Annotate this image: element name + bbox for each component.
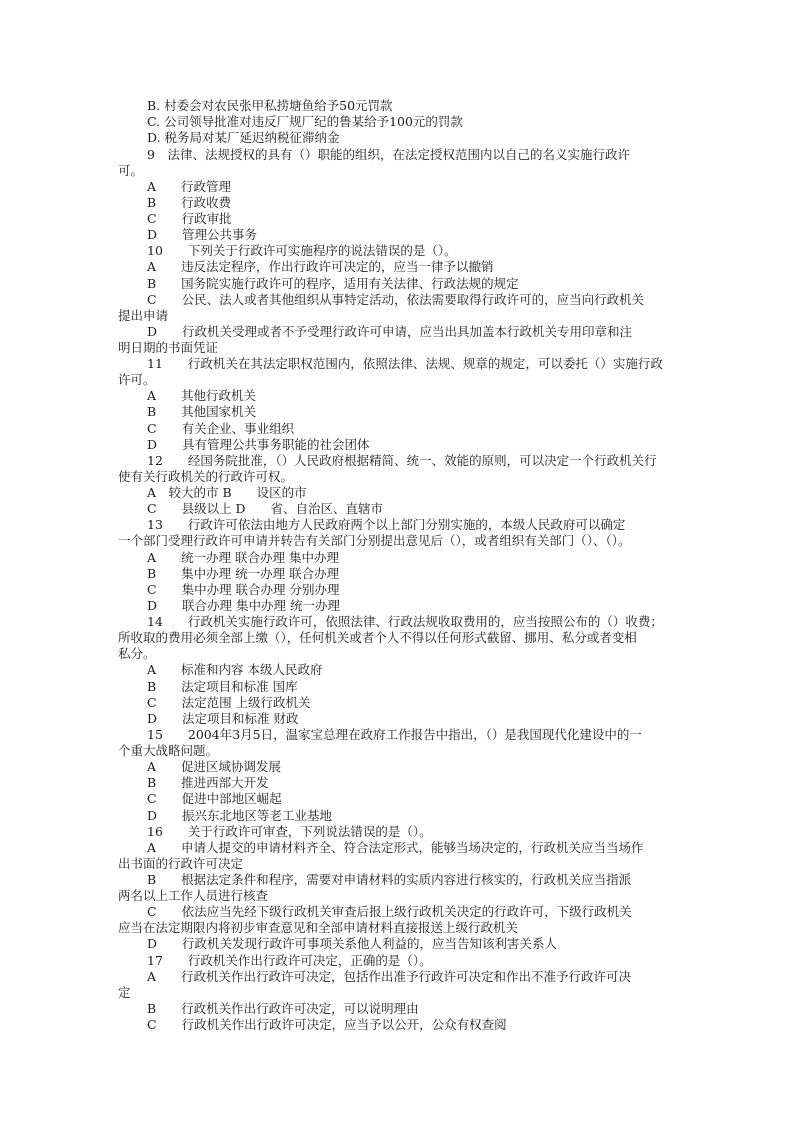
text-line: A 行政机关作出行政许可决定，包括作出准予行政许可决定和作出不准予行政许可决 — [147, 969, 632, 984]
text-line: B 根据法定条件和程序，需要对申请材料的实质内容进行核实的，行政机关应当指派 — [147, 872, 632, 887]
text-line: 13 行政许可依法由地方人民政府两个以上部门分别实施的，本级人民政府可以确定 — [147, 517, 626, 532]
text-line: A 促进区域协调发展 — [147, 759, 282, 774]
text-line: B 行政机关作出行政许可决定，可以说明理由 — [147, 1001, 419, 1016]
text-line: A 较大的市 B 设区的市 — [147, 485, 307, 500]
text-line: C 法定范围 上级行政机关 — [147, 695, 311, 710]
text-line: B. 村委会对农民张甲私捞塘鱼给予50元罚款 — [147, 98, 393, 113]
text-line: 个重大战略问题。 — [118, 743, 219, 758]
text-line: A 其他行政机关 — [147, 388, 257, 403]
text-line: 明日期的书面凭证 — [118, 340, 219, 355]
text-line: A 申请人提交的申请材料齐全、符合法定形式，能够当场决定的，行政机关应当当场作 — [147, 840, 644, 855]
text-line: 私分。 — [118, 646, 156, 661]
text-line: D 具有管理公共事务职能的社会团体 — [147, 437, 370, 452]
text-line: C 促进中部地区崛起 — [147, 791, 282, 806]
text-line: B 行政收费 — [147, 195, 232, 210]
text-line: 定 — [118, 985, 131, 1000]
text-line: D 行政机关受理或者不予受理行政许可申请，应当出具加盖本行政机关专用印章和注 — [147, 324, 633, 339]
text-line: B 国务院实施行政许可的程序，适用有关法律、行政法规的规定 — [147, 276, 519, 291]
text-line: D 振兴东北地区等老工业基地 — [147, 808, 333, 823]
text-line: 出书面的行政许可决定 — [118, 856, 244, 871]
text-line: C 公民、法人或者其他组织从事特定活动，依法需要取得行政许可的，应当向行政机关 — [147, 292, 645, 307]
text-line: D 法定项目和标准 财政 — [147, 711, 299, 726]
text-line: B 其他国家机关 — [147, 404, 257, 419]
text-line: A 违反法定程序，作出行政许可决定的，应当一律予以撤销 — [147, 259, 494, 274]
text-line: 许可。 — [118, 372, 156, 387]
text-line: C 县级以上 D 省、自治区、直辖市 — [147, 501, 384, 516]
text-line: 10 下列关于行政许可实施程序的说法错误的是（）。 — [147, 243, 457, 258]
text-line: 使有关行政机关的行政许可权。 — [118, 469, 294, 484]
text-line: B 推进西部大开发 — [147, 775, 269, 790]
text-line: C 有关企业、事业组织 — [147, 421, 295, 436]
text-line: 14 行政机关实施行政许可，依照法律、行政法规收取费用的，应当按照公布的（）收费； — [147, 614, 663, 629]
text-line: A 行政管理 — [147, 179, 232, 194]
text-line: D 行政机关发现行政许可事项关系他人利益的，应当告知该利害关系人 — [147, 936, 558, 951]
text-line: D 联合办理 集中办理 统一办理 — [147, 598, 340, 613]
text-line: C 集中办理 联合办理 分别办理 — [147, 582, 340, 597]
text-line: C 行政机关作出行政许可决定，应当予以公开，公众有权查阅 — [147, 1017, 507, 1032]
text-line: C 行政审批 — [147, 211, 232, 226]
text-line: D 管理公共事务 — [147, 227, 258, 242]
text-line: 应当在法定期限内将初步审查意见和全部申请材料直接报送上级行政机关 — [118, 920, 519, 935]
text-line: A 标准和内容 本级人民政府 — [147, 662, 323, 677]
text-line: 17 行政机关作出行政许可决定，正确的是（）。 — [147, 953, 432, 968]
text-line: B 集中办理 统一办理 联合办理 — [147, 566, 340, 581]
text-line: B 法定项目和标准 国库 — [147, 679, 298, 694]
text-line: A 统一办理 联合办理 集中办理 — [147, 550, 339, 565]
text-line: 提出申请 — [118, 308, 169, 323]
text-line: 所收取的费用必须全部上缴（），任何机关或者个人不得以任何形式截留、挪用、私分或者变相 — [118, 630, 637, 645]
text-line: 11 行政机关在其法定职权范围内，依照法律、法规、规章的规定，可以委托（）实施行政 — [147, 356, 663, 371]
text-line: C. 公司领导批准对违反厂规厂纪的鲁某给予100元的罚款 — [147, 114, 463, 129]
text-line: 9 法律、法规授权的具有（）职能的组织，在法定授权范围内以自己的名义实施行政许 — [147, 147, 630, 162]
text-line: 可。 — [118, 163, 144, 178]
text-line: 一个部门受理行政许可申请并转告有关部门分别提出意见后（），或者组织有关部门（）、（）。 — [118, 533, 631, 548]
text-line: 12 经国务院批准，（）人民政府根据精简、统一、效能的原则，可以决定一个行政机关行 — [147, 453, 657, 468]
text-line: 两名以上工作人员进行核查 — [118, 888, 269, 903]
text-line: C 依法应当先经下级行政机关审查后报上级行政机关决定的行政许可，下级行政机关 — [147, 904, 632, 919]
text-line: 15 2004年3月5日，温家宝总理在政府工作报告中指出，（）是我国现代化建设中的一 — [147, 727, 642, 742]
text-line: D. 税务局对某厂延迟纳税征滞纳金 — [147, 130, 340, 145]
text-line: 16 关于行政许可审查，下列说法错误的是（）。 — [147, 824, 432, 839]
